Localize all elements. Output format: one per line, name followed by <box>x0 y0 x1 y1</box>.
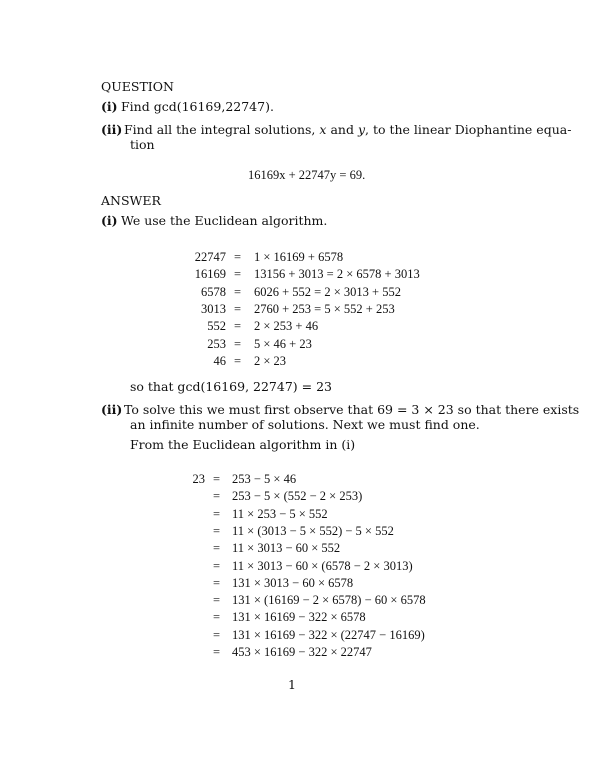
equation-rhs: 131 × 3013 − 60 × 6578 <box>232 575 354 590</box>
equation-row <box>0 576 600 592</box>
question-ii-and: and <box>330 122 354 137</box>
question-ii-line-1 <box>124 122 571 137</box>
equation-rhs: 2 × 253 + 46 <box>254 319 319 334</box>
equation-row <box>0 593 600 609</box>
equation-rhs: 131 × 16169 − 322 × (22747 − 16169) <box>232 627 425 642</box>
equation-rhs: 131 × 16169 − 322 × 6578 <box>232 610 366 625</box>
equation-row <box>0 489 600 505</box>
equation-rhs: 453 × 16169 − 322 × 22747 <box>232 645 372 659</box>
equation-lhs: 46 <box>213 353 226 368</box>
answer-ii-line-1: To solve this we must first observe that 69 = 3 × 23 so that there exists <box>124 402 580 417</box>
equals-sign: = <box>213 645 221 659</box>
equation-rhs: 6026 + 552 = 2 × 3013 + 552 <box>254 284 401 299</box>
equals-sign: = <box>234 250 242 264</box>
equals-sign: = <box>234 301 242 316</box>
equation-rhs: 253 − 5 × (552 − 2 × 253) <box>232 489 363 504</box>
equation-row <box>0 337 600 353</box>
equation-rhs: 1 × 16169 + 6578 <box>254 250 344 264</box>
equals-sign: = <box>234 353 242 368</box>
equation-rhs: 11 × 3013 − 60 × (6578 − 2 × 3013) <box>232 558 413 573</box>
equals-sign: = <box>213 558 221 573</box>
equals-sign: = <box>234 319 242 334</box>
equation-rhs: 11 × (3013 − 5 × 552) − 5 × 552 <box>232 523 394 538</box>
equation-lhs: 3013 <box>201 301 226 316</box>
answer-ii-label: (ii) <box>101 402 123 417</box>
equals-sign: = <box>213 575 221 590</box>
equals-sign: = <box>234 284 242 299</box>
diophantine-equation: 16169x + 22747y = 69. <box>248 168 366 182</box>
equation-row <box>0 285 600 301</box>
equation-rhs: 253 − 5 × 46 <box>232 472 297 486</box>
gcd-result: so that gcd(16169, 22747) = 23 <box>130 379 332 394</box>
question-i-label: (i) <box>101 99 118 114</box>
page-number: 1 <box>288 677 296 692</box>
equation-row <box>0 267 600 283</box>
equals-sign: = <box>234 267 242 282</box>
answer-heading: ANSWER <box>101 193 161 208</box>
equation-row <box>0 610 600 626</box>
equation-row <box>0 524 600 540</box>
equation-lhs: 23 <box>192 472 205 486</box>
equation-rhs: 5 × 46 + 23 <box>254 336 312 351</box>
question-ii-label: (ii) <box>101 122 123 137</box>
equation-row <box>0 319 600 335</box>
equals-sign: = <box>234 336 242 351</box>
equation-rhs: 11 × 3013 − 60 × 552 <box>232 541 341 556</box>
answer-ii-line-3: From the Euclidean algorithm in (i) <box>130 437 356 452</box>
equation-row <box>0 628 600 644</box>
equation-row <box>0 559 600 575</box>
equals-sign: = <box>213 472 221 486</box>
answer-ii-line-2: an infinite number of solutions. Next we must find one. <box>130 417 480 432</box>
equation-row <box>0 250 600 266</box>
equals-sign: = <box>213 523 221 538</box>
equation-row <box>0 354 600 370</box>
answer-i-text: We use the Euclidean algorithm. <box>121 213 328 228</box>
equation-lhs: 6578 <box>201 284 226 299</box>
equation-lhs: 552 <box>207 319 226 334</box>
equation-rhs: 11 × 253 − 5 × 552 <box>232 506 328 521</box>
equation-rhs: 2 × 23 <box>254 353 287 368</box>
question-ii-line-2: tion <box>130 137 155 152</box>
equation-row <box>0 302 600 318</box>
equation-rhs: 13156 + 3013 = 2 × 6578 + 3013 <box>254 267 420 282</box>
question-ii-text-2: , to the linear Diophantine equa- <box>365 122 572 137</box>
equals-sign: = <box>213 593 221 608</box>
equation-rhs: 131 × (16169 − 2 × 6578) − 60 × 6578 <box>232 593 426 608</box>
equals-sign: = <box>213 627 221 642</box>
answer-i-label: (i) <box>101 213 118 228</box>
question-heading: QUESTION <box>101 79 174 94</box>
equation-lhs: 16169 <box>194 267 226 282</box>
equals-sign: = <box>213 541 221 556</box>
equation-row <box>0 507 600 523</box>
equals-sign: = <box>213 489 221 504</box>
equals-sign: = <box>213 610 221 625</box>
equation-rhs: 2760 + 253 = 5 × 552 + 253 <box>254 301 395 316</box>
question-ii-text-1: Find all the integral solutions, <box>124 122 316 137</box>
var-y: y <box>357 122 365 137</box>
var-x: x <box>319 122 327 137</box>
equals-sign: = <box>213 506 221 521</box>
equation-lhs: 22747 <box>194 250 226 264</box>
equation-row <box>0 472 600 488</box>
equation-lhs: 253 <box>207 336 226 351</box>
equation-row <box>0 645 600 661</box>
question-i-text: Find gcd(16169,22747). <box>121 99 274 114</box>
equation-row <box>0 541 600 557</box>
